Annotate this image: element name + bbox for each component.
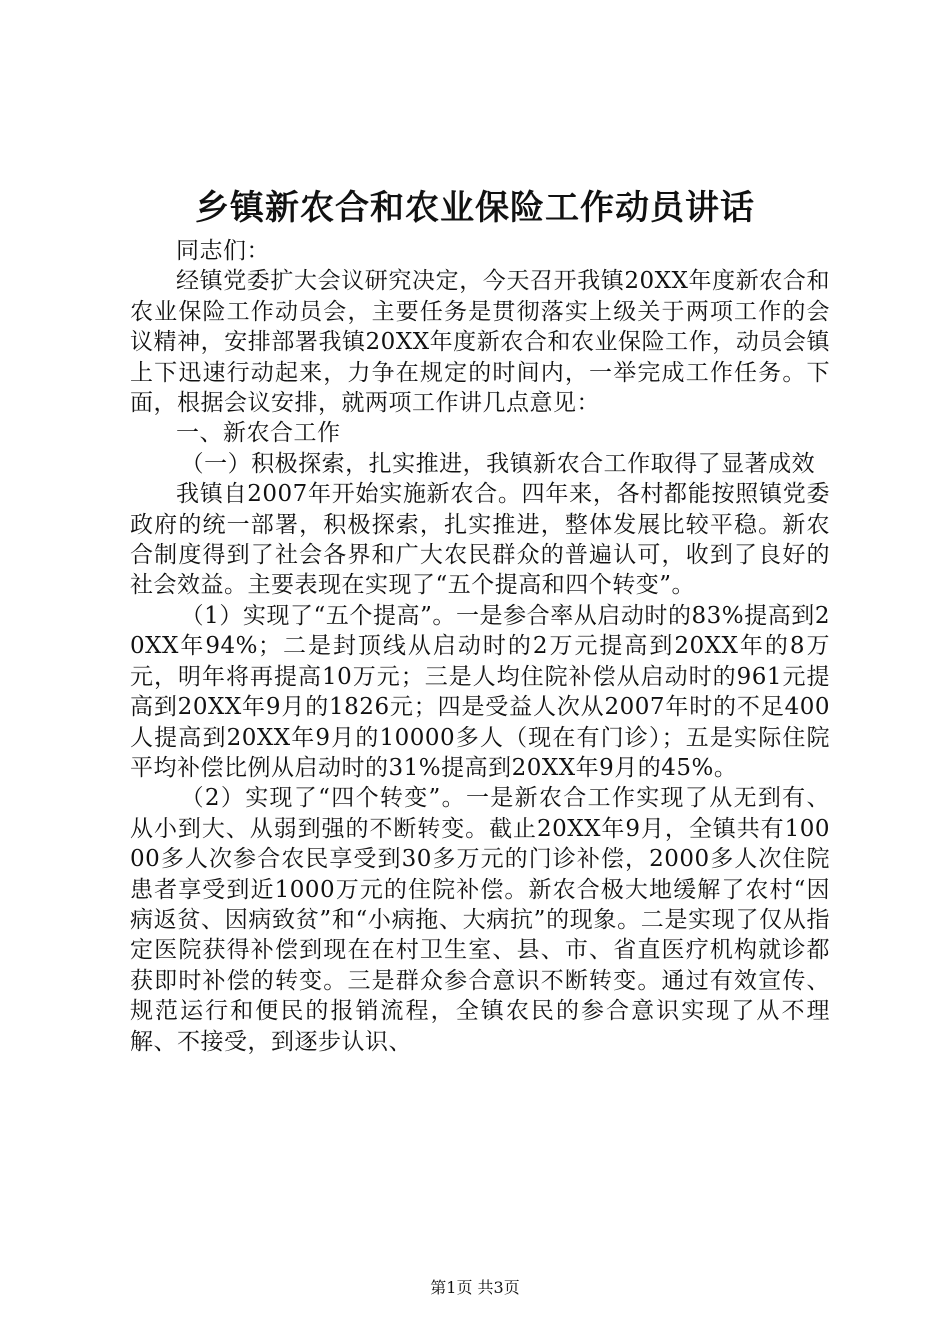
body-paragraph: 我镇自2007年开始实施新农合。四年来，各村都能按照镇党委政府的统一部署，积极探索，扎实推进，整体发展比较平稳。新农合制度得到了社会各界和广大农民群众的普遍认可，收到了良好的社会效益。主要表现在实现了“五个提高和四个转变”。	[130, 481, 830, 599]
page-footer: 第1页 共3页	[430, 1278, 520, 1297]
section-heading: 一、新农合工作	[176, 420, 341, 447]
document-title: 乡镇新农合和农业保险工作动员讲话	[195, 188, 755, 228]
body-paragraph: （2）实现了“四个转变”。一是新农合工作实现了从无到有、从小到大、从弱到强的不断转变。截止20XX年9月，全镇共有10000多人次参合农民享受到30多万元的门诊补偿，2000多人次住院患者享受到近1000万元的住院补偿。新农合极大地缓解了农村“因病返贫、因病致贫”和“小病拖、大病抗”的现象。二是实现了仅从指定医院获得补偿到现在在村卫生室、县、市、省直医疗机构就诊都获即时补偿的转变。三是群众参合意识不断转变。通过有效宣传、规范运行和便民的报销流程，全镇农民的参合意识实现了从不理解、不接受，到逐步认识、	[130, 785, 830, 1055]
salutation: 同志们：	[176, 238, 270, 264]
document-body	[130, 236, 830, 1057]
body-paragraph: （1）实现了“五个提高”。一是参合率从启动时的83%提高到20XX年94%；二是封顶线从启动时的2万元提高到20XX年的8万元，明年将再提高10万元；三是人均住院补偿从启动时的961元提高到20XX年9月的1826元；四是受益人次从2007年时的不足400人提高到20XX年9月的10000多人（现在有门诊）；五是实际住院平均补偿比例从启动时的31%提高到20XX年9月的45%。	[130, 602, 830, 781]
subsection-heading: （一）积极探索，扎实推进，我镇新农合工作取得了显著成效	[180, 450, 816, 477]
intro-paragraph: 经镇党委扩大会议研究决定，今天召开我镇20XX年度新农合和农业保险工作动员会，主要任务是贯彻落实上级关于两项工作的会议精神，安排部署我镇20XX年度新农合和农业保险工作，动员会镇上下迅速行动起来，力争在规定的时间内，一举完成工作任务。下面，根据会议安排，就两项工作讲几点意见：	[130, 268, 830, 417]
